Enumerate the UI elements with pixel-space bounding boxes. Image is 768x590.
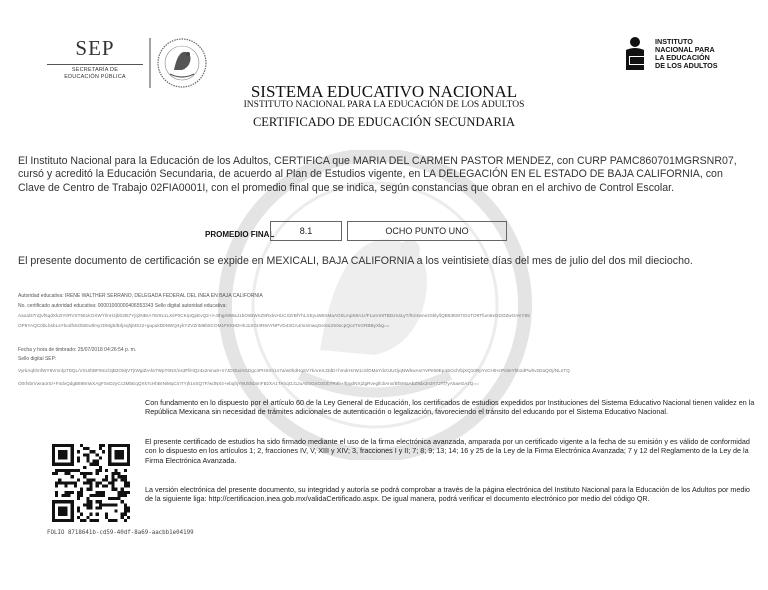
sep-logo-rule <box>47 64 143 65</box>
promedio-number: 8.1 <box>270 221 342 241</box>
no-certificado-line: No. certificado autoridad educativa: 00001000000406553343 Sello digital autoridad educativa: <box>18 303 227 309</box>
institute-title: INSTITUTO NACIONAL PARA LA EDUCACIÓN DE LOS ADULTOS <box>243 100 525 110</box>
folio: FOLIO 8718641b-cd59-40df-8a69-aacbb1e04199 <box>47 530 194 536</box>
issuance-paragraph: El presente documento de certificación se expide en MEXICALI, BAJA CALIFORNIA a los veintisiete días del mes de julio del dos mil dieciocho. <box>18 255 693 267</box>
sep-logo-word: SEP <box>75 36 115 60</box>
sello-sep-label: Sello digital SEP: <box>18 356 57 362</box>
legal-paragraph-1: Con fundamento en lo dispuesto por el artículo 60 de la Ley General de Educación, los certificados de estudios expedidos por Instituciones del Sistema Educativo Nacional tienen validez en la República Mexicana sin necesidad de trámites adicionales de autenticación o legalización, favoreciendo el tránsito del educando por el Sistema Educativo Nacional. <box>145 398 755 417</box>
inea-line-1: INSTITUTO <box>655 37 693 46</box>
sello-sep-line-1: VyrkAqhhnfWY9Vmr4p7DQL/VSUthBF9mz/3jB2OMjVTjtWgiZIAfaTWpT0NX/ns3FllHQz4x2nmu8+n7JDGtx/AGDgc4PHSrm1n7a/w0hdHqSV7kAreSJ3dD+hmdrHzW1cSlOMaYdc0JUOjqNWbwAnIYvPe59Ep4SOclVbjXQ10RpYvCHIHcPc9eYhb2dPwhv2DaQOj/NLnTQ <box>18 368 570 373</box>
sep-logo-subtitle-2: EDUCACIÓN PÚBLICA <box>64 74 126 80</box>
promedio-text: OCHO PUNTO UNO <box>347 221 507 241</box>
sello-autoridad-line-2: OP6YAQC0bLbsbLsYbodfx5ObIEwtlmyzDMgb/BrljeqhjMSz2+gupukD0NWQ4ykYZVZnM6b5COM1FKKMzHhJ1SGt4R8AYNPVD43GA4mi4mwqGeSsi2S0ocpQozTnGRBByXkg== <box>18 323 390 328</box>
promedio-label: PROMEDIO FINAL <box>205 230 275 239</box>
sello-sep-line-2: O0rfsbrVwraorS/+F4dvQdgB698rIwXAgFSvDzyCc3MbEqQXk7cHhBrNiMqCmTYjh1sSQ7F/wdNX4+ebqhjY9U5hDimFBzXA1TAhqOJ1JuAE0GnO3Ob7R4h+/fpgdNXjZgRvegllcbAnx/BfSMaAbZ9dx2n3Y7JTf7yA5aeGAzQ== <box>18 381 479 386</box>
inea-line-4: DE LOS ADULTOS <box>655 61 718 70</box>
sello-autoridad-line-1: Aaoal37nQvf5qdXk2tYt/RVST551kOXWYl/nH2jbb3t57YjIj2NBIA78z9x1LXsP0CKrpQpEvQ2+i+4thgrMWaJ1bOsBWnZ5RxbvHUCI/ZrBfYhLXEyuWEsMaAG0LmpS8A1r/FLwVn8TBDzn4LyT/htz4wne2Skly/lQB83EM7IGoTO9Tfum6xGDOZwOAKY55 <box>18 313 530 318</box>
document-title: SISTEMA EDUCATIVO NACIONAL <box>250 82 518 101</box>
sep-logo-subtitle-1: SECRETARÍA DE <box>71 67 119 73</box>
legal-paragraph-2: El presente certificado de estudios ha sido firmado mediante el uso de la firma electrónica avanzada, amparada por un certificado vigente a la fecha de su emisión y es válido de conformidad con lo dispuesto en los artículos 1; 2, fracciones IV, V, XIII y XIV; 3, fracciones I y II; 7; 8; 9; 13; 14; 16 y 25 de la Ley de la Firma Electrónica Avanzada; 7 y 12 del Reglamento de la Ley de la Firma Electrónica Avanzada. <box>145 437 750 465</box>
inea-logo <box>623 36 743 76</box>
inea-line-3: LA EDUCACIÓN <box>655 53 710 62</box>
sep-logo <box>45 36 145 81</box>
certification-paragraph: El Instituto Nacional para la Educación de los Adultos, CERTIFICA que MARIA DEL CARMEN PASTOR MENDEZ, con CURP PAMC860701MGRSNR07, cursó y acreditó la Educación Secundaria, de acuerdo al Plan de Estudios vigente, en LA DELEGACIÓN EN EL ESTADO DE BAJA CALIFORNIA, con Clave de Centro de Trabajo 02FIA0001I, con el promedio final que se indica, según constancias que obran en el archivo de Control Escolar. <box>18 155 737 194</box>
certificate-title: CERTIFICADO DE EDUCACIÓN SECUNDARIA <box>252 115 516 129</box>
inea-reader-icon <box>623 36 651 72</box>
qr-code <box>52 444 130 522</box>
legal-paragraph-3: La versión electrónica del presente documento, su integridad y autoría se podrá comprobar a través de la página electrónica del Instituto Nacional para la Educación de los Adultos por medio de la siguiente liga: http://certificacion.inea.gob.mx/validaCertificado.aspx. De igual manera, podrá verificar el documento electrónico por medio del código QR. <box>145 485 750 504</box>
autoridad-line: Autoridad educativa: IRENE WALTHER SERRANO, DELEGADA FEDERAL DEL INEA EN BAJA CALIFORNIA <box>18 293 263 299</box>
fecha-timbrado: Fecha y hora de timbrado: 25/07/2018 04:26:54 p. m. <box>18 347 137 353</box>
inea-line-2: NACIONAL PARA <box>655 45 715 54</box>
